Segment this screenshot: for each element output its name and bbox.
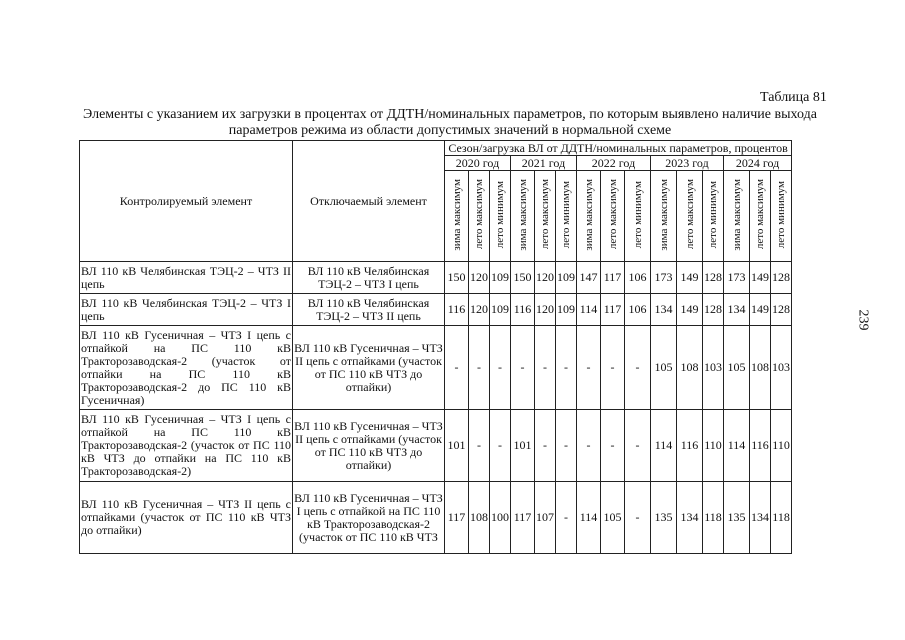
load-value-cell: 114	[577, 482, 601, 554]
load-value-cell: -	[535, 326, 556, 410]
load-value-cell: -	[469, 410, 490, 482]
header-sub: зима максимум	[511, 171, 535, 262]
load-table	[79, 140, 792, 554]
load-value-cell: -	[601, 326, 625, 410]
load-value-cell: -	[490, 326, 511, 410]
load-value-cell: -	[625, 410, 651, 482]
load-value-cell: 100	[490, 482, 511, 554]
load-value-cell: 118	[771, 482, 792, 554]
load-value-cell: 117	[601, 262, 625, 294]
load-value-cell: -	[601, 410, 625, 482]
load-value-cell: 120	[535, 294, 556, 326]
load-value-cell: 150	[445, 262, 469, 294]
load-value-cell: 103	[771, 326, 792, 410]
load-value-cell: 149	[677, 294, 703, 326]
load-value-cell: 110	[703, 410, 724, 482]
load-value-cell: 110	[771, 410, 792, 482]
load-value-cell: 135	[724, 482, 750, 554]
load-value-cell: 120	[469, 294, 490, 326]
load-value-cell: 150	[511, 262, 535, 294]
load-value-cell: 116	[677, 410, 703, 482]
load-value-cell: 108	[677, 326, 703, 410]
load-value-cell: 117	[445, 482, 469, 554]
load-value-cell: 105	[601, 482, 625, 554]
load-value-cell: 117	[511, 482, 535, 554]
header-sub: лето максимум	[535, 171, 556, 262]
header-year: 2024 год	[724, 156, 792, 171]
page-number: 239	[855, 309, 871, 331]
load-value-cell: 106	[625, 294, 651, 326]
table-row	[80, 294, 792, 326]
header-sub: лето максимум	[750, 171, 771, 262]
table-row	[80, 410, 792, 482]
header-season-group: Сезон/загрузка ВЛ от ДДТН/номинальных параметров, процентов	[445, 141, 792, 156]
header-sub: зима максимум	[577, 171, 601, 262]
disconnected-element-cell: ВЛ 110 кВ Гусеничная – ЧТЗ II цепь с отпайками (участок от ПС 110 кВ ЧТЗ до отпайки)	[293, 410, 445, 482]
load-value-cell: 173	[724, 262, 750, 294]
header-sub: лето максимум	[469, 171, 490, 262]
controlled-element-cell: ВЛ 110 кВ Челябинская ТЭЦ-2 – ЧТЗ II цепь	[80, 262, 293, 294]
load-value-cell: -	[625, 326, 651, 410]
load-value-cell: 103	[703, 326, 724, 410]
header-sub: зима максимум	[651, 171, 677, 262]
load-value-cell: 134	[750, 482, 771, 554]
load-value-cell: 114	[651, 410, 677, 482]
load-value-cell: 128	[771, 262, 792, 294]
load-value-cell: 128	[703, 294, 724, 326]
load-value-cell: 116	[750, 410, 771, 482]
load-value-cell: -	[556, 326, 577, 410]
load-value-cell: -	[556, 410, 577, 482]
header-year: 2022 год	[577, 156, 651, 171]
load-value-cell: 108	[750, 326, 771, 410]
load-value-cell: 105	[724, 326, 750, 410]
disconnected-element-cell: ВЛ 110 кВ Челябинская ТЭЦ-2 – ЧТЗ II цепь	[293, 294, 445, 326]
controlled-element-cell: ВЛ 110 кВ Челябинская ТЭЦ-2 – ЧТЗ I цепь	[80, 294, 293, 326]
disconnected-element-cell: ВЛ 110 кВ Гусеничная – ЧТЗ II цепь с отпайками (участок от ПС 110 кВ ЧТЗ до отпайки)	[293, 326, 445, 410]
table-row	[80, 262, 792, 294]
header-year: 2023 год	[651, 156, 724, 171]
load-value-cell: 116	[511, 294, 535, 326]
header-year: 2020 год	[445, 156, 511, 171]
load-value-cell: 128	[771, 294, 792, 326]
load-value-cell: 114	[724, 410, 750, 482]
load-value-cell: 109	[490, 262, 511, 294]
controlled-element-cell: ВЛ 110 кВ Гусеничная – ЧТЗ I цепь с отпайкой на ПС 110 кВ Тракторозаводская-2 (участок от ПС 110 кВ ЧТЗ до отпайки на ПС 110 кВ Тракторозаводская-2)	[80, 410, 293, 482]
load-value-cell: 109	[490, 294, 511, 326]
load-value-cell: 128	[703, 262, 724, 294]
load-value-cell: 120	[469, 262, 490, 294]
load-value-cell: 108	[469, 482, 490, 554]
load-value-cell: 120	[535, 262, 556, 294]
load-value-cell: 134	[651, 294, 677, 326]
header-sub: лето минимум	[490, 171, 511, 262]
load-value-cell: 149	[750, 294, 771, 326]
header-controlled: Контролируемый элемент	[80, 141, 293, 262]
disconnected-element-cell: ВЛ 110 кВ Гусеничная – ЧТЗ I цепь с отпайкой на ПС 110 кВ Тракторозаводская-2 (участок от ПС 110 кВ ЧТЗ	[293, 482, 445, 554]
disconnected-element-cell: ВЛ 110 кВ Челябинская ТЭЦ-2 – ЧТЗ I цепь	[293, 262, 445, 294]
load-value-cell: -	[445, 326, 469, 410]
controlled-element-cell: ВЛ 110 кВ Гусеничная – ЧТЗ I цепь с отпайкой на ПС 110 кВ Тракторозаводская-2 (участок от отпайки на ПС 110 кВ Тракторозаводская-2 до ПС 110 кВ Гусеничная)	[80, 326, 293, 410]
load-value-cell: 117	[601, 294, 625, 326]
load-value-cell: 105	[651, 326, 677, 410]
load-value-cell: 114	[577, 294, 601, 326]
table-row	[80, 482, 792, 554]
load-value-cell: 106	[625, 262, 651, 294]
load-value-cell: 109	[556, 262, 577, 294]
load-value-cell: 101	[511, 410, 535, 482]
header-disconnected: Отключаемый элемент	[293, 141, 445, 262]
load-value-cell: 134	[724, 294, 750, 326]
load-value-cell: -	[556, 482, 577, 554]
table-label: Таблица 81	[760, 90, 827, 105]
header-sub: зима максимум	[724, 171, 750, 262]
load-value-cell: -	[511, 326, 535, 410]
header-sub: лето максимум	[601, 171, 625, 262]
load-value-cell: 107	[535, 482, 556, 554]
load-value-cell: -	[625, 482, 651, 554]
load-value-cell: 173	[651, 262, 677, 294]
load-value-cell: 134	[677, 482, 703, 554]
load-value-cell: -	[535, 410, 556, 482]
load-value-cell: -	[577, 410, 601, 482]
load-value-cell: -	[469, 326, 490, 410]
table-caption: Элементы с указанием их загрузки в процентах от ДДТН/номинальных параметров, по которым выявлено наличие выхода параметров режима из области допустимых значений в нормальной схеме	[83, 107, 817, 138]
load-value-cell: 116	[445, 294, 469, 326]
load-value-cell: 109	[556, 294, 577, 326]
load-value-cell: -	[577, 326, 601, 410]
load-value-cell: 118	[703, 482, 724, 554]
header-sub: лето минимум	[703, 171, 724, 262]
load-value-cell: 149	[677, 262, 703, 294]
load-value-cell: 101	[445, 410, 469, 482]
header-sub: лето минимум	[771, 171, 792, 262]
load-value-cell: 147	[577, 262, 601, 294]
header-year: 2021 год	[511, 156, 577, 171]
load-value-cell: -	[490, 410, 511, 482]
header-sub: лето максимум	[677, 171, 703, 262]
header-sub: лето минимум	[625, 171, 651, 262]
table-row	[80, 326, 792, 410]
controlled-element-cell: ВЛ 110 кВ Гусеничная – ЧТЗ II цепь с отпайками (участок от ПС 110 кВ ЧТЗ до отпайки)	[80, 482, 293, 554]
load-value-cell: 135	[651, 482, 677, 554]
load-value-cell: 149	[750, 262, 771, 294]
header-sub: зима максимум	[445, 171, 469, 262]
header-sub: лето минимум	[556, 171, 577, 262]
